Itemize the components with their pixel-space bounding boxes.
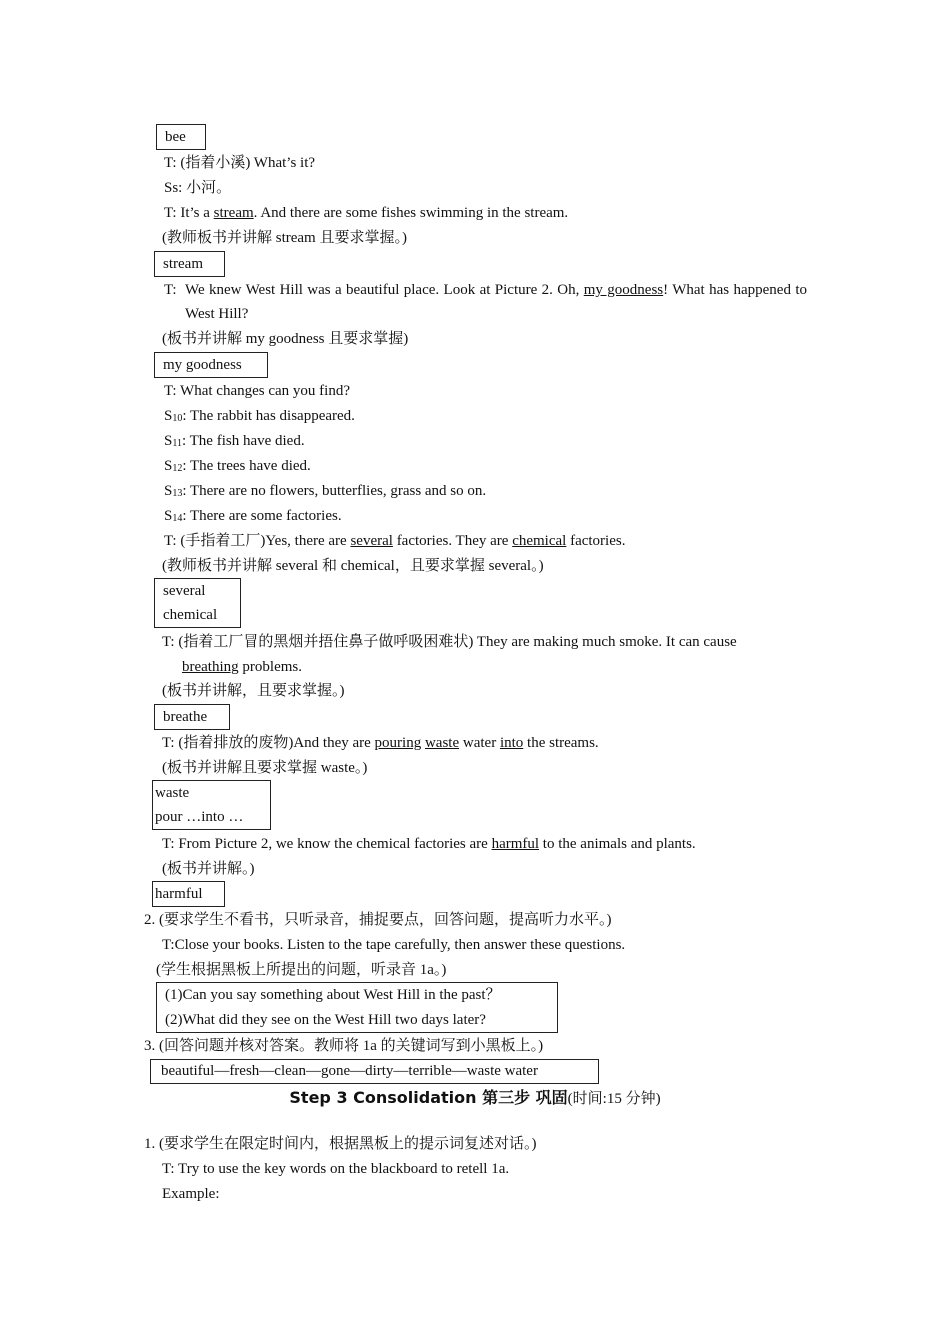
- note-line: (教师板书并讲解 stream 且要求掌握。): [162, 230, 407, 246]
- box-word: several: [163, 583, 206, 599]
- keywords-text: beautiful—fresh—clean—gone—dirty—terrible—waste water: [161, 1063, 538, 1079]
- box-word: breathe: [163, 709, 208, 725]
- student-line: $S_{13}$: There are no flowers, butterflies, grass and so on.: [164, 483, 487, 499]
- example-label: Example:: [162, 1186, 220, 1202]
- underlined-word: pouring: [374, 735, 422, 751]
- underlined-word: my goodness: [583, 282, 664, 298]
- teacher-line: T: (指着工厂冒的黑烟并捂住鼻子做呼吸困难状) They are making much smoke. It can cause: [162, 634, 737, 650]
- underlined-word: several: [350, 533, 393, 549]
- teacher-line: T: (手指着工厂)Yes, there are several factories. They are chemical factories.: [164, 533, 626, 549]
- student-line: $S_{11}$: The fish have died.: [164, 433, 305, 449]
- note-line: (板书并讲解 my goodness 且要求掌握): [162, 331, 409, 347]
- blackboard-box-my-goodness: [154, 352, 268, 378]
- blackboard-box-waste: [152, 780, 271, 830]
- student-line: $S_{10}$: The rabbit has disappeared.: [164, 408, 355, 424]
- box-word: my goodness: [163, 357, 242, 373]
- note-line: (板书并讲解，且要求掌握。): [162, 683, 345, 699]
- blackboard-box-questions: [156, 982, 558, 1033]
- note-line: (教师板书并讲解 several 和 chemical，且要求掌握 several。): [162, 558, 544, 574]
- question-item: (2)What did they see on the West Hill two days later?: [165, 1012, 486, 1028]
- blackboard-box-bee: [156, 124, 206, 150]
- student-line: $S_{14}$: There are some factories.: [164, 508, 342, 524]
- students-line: Ss: 小河。: [164, 180, 232, 196]
- box-word: stream: [163, 256, 203, 272]
- numbered-step: 1. (要求学生在限定时间内，根据黑板上的提示词复述对话。): [144, 1136, 537, 1152]
- underlined-word: chemical: [512, 533, 567, 549]
- teacher-line: T: (指着排放的废物)And they are pouring waste water into the streams.: [162, 735, 599, 751]
- step-title: Step 3 Consolidation 第三步 巩固: [289, 1088, 568, 1107]
- teacher-line: T: (指着小溪) What’s it?: [164, 155, 316, 171]
- student-line: $S_{12}$: The trees have died.: [164, 458, 311, 474]
- blackboard-box-several-chemical: [154, 578, 241, 628]
- numbered-step: 3. (回答问题并核对答案。教师将 1a 的关键词写到小黑板上。): [144, 1038, 544, 1054]
- blackboard-box-stream: [154, 251, 225, 277]
- underlined-word: breathing: [182, 659, 239, 675]
- teacher-line: T: It’s a stream. And there are some fishes swimming in the stream.: [164, 205, 569, 221]
- note-line: (板书并讲解。): [162, 861, 255, 877]
- step-heading: [0, 1087, 950, 1110]
- underlined-word: waste: [424, 735, 460, 751]
- box-word: harmful: [155, 886, 203, 902]
- blackboard-box-harmful: [152, 881, 225, 907]
- step-time: (时间:15 分钟): [567, 1091, 661, 1107]
- underlined-word: stream: [213, 205, 254, 221]
- teacher-line: T: What changes can you find?: [164, 383, 350, 399]
- box-word: pour …into …: [155, 809, 244, 825]
- question-item: (1)Can you say something about West Hill in the past？: [165, 987, 501, 1003]
- teacher-line: T:Close your books. Listen to the tape carefully, then answer these questions.: [162, 937, 626, 953]
- box-word: bee: [165, 129, 186, 145]
- teacher-line-wrapped: We knew West Hill was a beautiful place. Look at Picture 2. Oh, my goodness! What has happened to West Hill?: [185, 282, 808, 322]
- teacher-line-label: T:: [164, 282, 177, 298]
- box-word: waste: [155, 785, 190, 801]
- numbered-step: 2. (要求学生不看书，只听录音，捕捉要点，回答问题，提高听力水平。): [144, 912, 612, 928]
- underlined-word: harmful: [491, 836, 540, 852]
- blackboard-box-breathe: [154, 704, 230, 730]
- note-line: (学生根据黑板上所提出的问题，听录音 1a。): [156, 962, 447, 978]
- teacher-line: T: Try to use the key words on the blackboard to retell 1a.: [162, 1161, 510, 1177]
- teacher-line: T: From Picture 2, we know the chemical factories are harmful to the animals and plants.: [162, 836, 696, 852]
- teacher-line-continued: breathing problems.: [182, 659, 302, 675]
- blackboard-box-keywords: [150, 1059, 599, 1084]
- underlined-word: into: [499, 735, 524, 751]
- box-word: chemical: [163, 607, 218, 623]
- note-line: (板书并讲解且要求掌握 waste。): [162, 760, 368, 776]
